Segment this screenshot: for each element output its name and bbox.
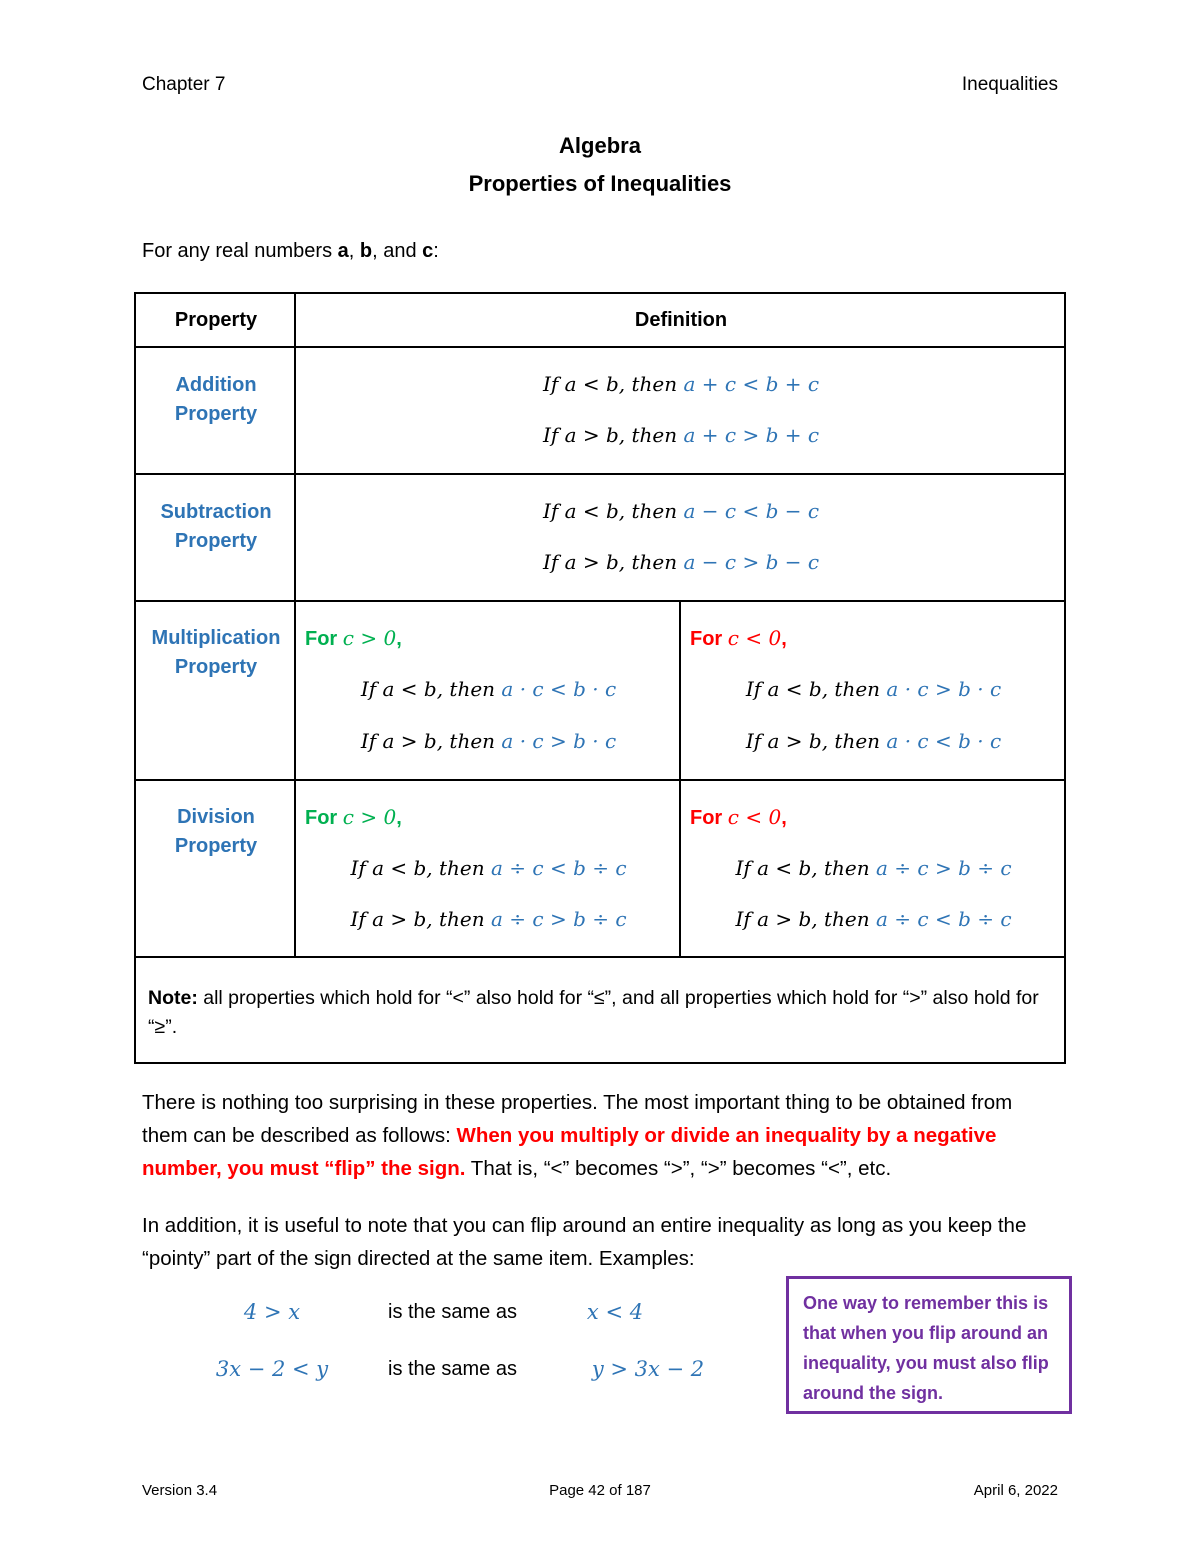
subtraction-property-label (136, 498, 296, 556)
subtraction-rule-1 (296, 499, 1066, 523)
intro-var-c: c (422, 240, 434, 262)
multiplication-negative-expr: c < 0 (727, 626, 782, 650)
footer-date: April 6, 2022 (973, 1482, 1058, 1499)
multiplication-property-label (136, 624, 296, 682)
header-property: Property (174, 309, 258, 331)
multiplication-name-line2: Property (174, 656, 258, 678)
table-divider (136, 956, 1064, 958)
division-negative-condition (690, 805, 787, 830)
div-neg-rule-1-result: a ÷ c > b ÷ c (876, 856, 1012, 880)
intro-sep2: , and (372, 240, 423, 262)
division-positive-for: For (305, 807, 343, 829)
multiplication-negative-rule-2 (681, 729, 1066, 753)
division-negative-rule-2 (681, 907, 1066, 931)
multiplication-positive-comma: , (396, 628, 402, 650)
addition-rule-1-condition: If a < b, then (542, 372, 684, 396)
addition-name-line1: Addition (175, 374, 257, 396)
mult-neg-rule-2-condition: If a > b, then (745, 729, 887, 753)
subtraction-name-line1: Subtraction (160, 501, 272, 523)
subtraction-rule-1-result: a − c < b − c (683, 499, 820, 523)
explanation-pre: There is nothing too surprising in these properties. The most important thing to be obtained from them can be described as follows: (142, 1091, 1013, 1147)
intro-text (142, 240, 439, 263)
division-negative-comma: , (781, 807, 787, 829)
page-subtitle: Properties of Inequalities (468, 171, 732, 196)
page-title: Algebra (559, 133, 641, 158)
explanation-post: That is, “<” becomes “>”, “>” becomes “<”, etc. (465, 1157, 892, 1180)
footer-page-number: Page 42 of 187 (549, 1482, 651, 1499)
multiplication-positive-rule-2 (296, 729, 681, 753)
multiplication-name-line1: Multiplication (151, 627, 281, 649)
division-positive-rule-2 (296, 907, 681, 931)
subtraction-rule-2 (296, 550, 1066, 574)
subtraction-rule-2-result: a − c > b − c (683, 550, 820, 574)
example-1-middle: is the same as (388, 1301, 517, 1323)
addition-rule-1-result: a + c < b + c (683, 372, 820, 396)
explanation-key-rule: When you multiply or divide an inequality by a negative number, you must “flip” the sign. (142, 1124, 997, 1180)
div-pos-rule-1-result: a ÷ c < b ÷ c (491, 856, 627, 880)
multiplication-negative-rule-1 (681, 677, 1066, 701)
multiplication-negative-condition (690, 626, 787, 651)
division-name-line2: Property (174, 835, 258, 857)
division-name-line1: Division (177, 806, 255, 828)
mult-pos-rule-1-condition: If a < b, then (360, 677, 502, 701)
division-positive-rule-1 (296, 856, 681, 880)
example-1-right: x < 4 (586, 1300, 644, 1324)
table-divider (679, 600, 681, 956)
intro-sep1: , (348, 240, 360, 262)
addition-property-label (136, 371, 296, 429)
division-positive-condition (305, 805, 402, 830)
addition-name-line2: Property (174, 403, 258, 425)
table-divider (136, 600, 1064, 602)
header-chapter: Chapter 7 (142, 74, 226, 95)
multiplication-positive-expr: c > 0 (342, 626, 397, 650)
example-2-left: 3x − 2 < y (215, 1357, 329, 1381)
intro-post: : (433, 240, 439, 262)
footer-version: Version 3.4 (142, 1482, 218, 1499)
intro-var-b: b (359, 240, 373, 262)
mult-pos-rule-1-result: a · c < b · c (501, 677, 617, 701)
div-pos-rule-2-condition: If a > b, then (350, 907, 492, 931)
div-neg-rule-1-condition: If a < b, then (735, 856, 877, 880)
mult-pos-rule-2-condition: If a > b, then (360, 729, 502, 753)
division-negative-for: For (690, 807, 728, 829)
multiplication-positive-for: For (305, 628, 343, 650)
header-topic: Inequalities (961, 74, 1058, 95)
mult-neg-rule-2-result: a · c < b · c (886, 729, 1002, 753)
flip-paragraph: In addition, it is useful to note that you can flip around an entire inequality as long as you keep the “pointy” part of the sign directed at the same item. Examples: (142, 1214, 1027, 1270)
subtraction-name-line2: Property (174, 530, 258, 552)
division-negative-rule-1 (681, 856, 1066, 880)
example-2-middle: is the same as (388, 1358, 517, 1380)
div-neg-rule-2-result: a ÷ c < b ÷ c (876, 907, 1012, 931)
addition-rule-1 (296, 372, 1066, 396)
addition-rule-2-result: a + c > b + c (683, 423, 820, 447)
addition-rule-2-condition: If a > b, then (542, 423, 684, 447)
header-definition: Definition (634, 309, 728, 331)
div-pos-rule-2-result: a ÷ c > b ÷ c (491, 907, 627, 931)
addition-rule-2 (296, 423, 1066, 447)
table-divider (136, 473, 1064, 475)
div-pos-rule-1-condition: If a < b, then (350, 856, 492, 880)
division-positive-comma: , (396, 807, 402, 829)
properties-table (134, 292, 1066, 1064)
subtraction-rule-2-condition: If a > b, then (542, 550, 684, 574)
example-1-left: 4 > x (243, 1300, 301, 1324)
mult-neg-rule-1-result: a · c > b · c (886, 677, 1002, 701)
memory-tip-callout: One way to remember this is that when you flip around an inequality, you must also flip around the sign. (786, 1276, 1072, 1414)
division-property-label (136, 803, 296, 861)
intro-pre: For any real numbers (142, 240, 338, 262)
table-divider (136, 779, 1064, 781)
example-2-right: y > 3x − 2 (591, 1357, 705, 1381)
multiplication-positive-condition (305, 626, 402, 651)
note-label: Note: (148, 987, 198, 1009)
table-divider (136, 346, 1064, 348)
div-neg-rule-2-condition: If a > b, then (735, 907, 877, 931)
multiplication-negative-for: For (690, 628, 728, 650)
intro-var-a: a (337, 240, 349, 262)
multiplication-positive-rule-1 (296, 677, 681, 701)
note-text: all properties which hold for “<” also hold for “≤”, and all properties which hold for “>” also hold for “≥”. (148, 987, 1039, 1038)
explanation-paragraph (142, 1086, 1062, 1185)
subtraction-rule-1-condition: If a < b, then (542, 499, 684, 523)
mult-pos-rule-2-result: a · c > b · c (501, 729, 617, 753)
table-note (148, 984, 1048, 1042)
mult-neg-rule-1-condition: If a < b, then (745, 677, 887, 701)
division-positive-expr: c > 0 (342, 805, 397, 829)
division-negative-expr: c < 0 (727, 805, 782, 829)
multiplication-negative-comma: , (781, 628, 787, 650)
